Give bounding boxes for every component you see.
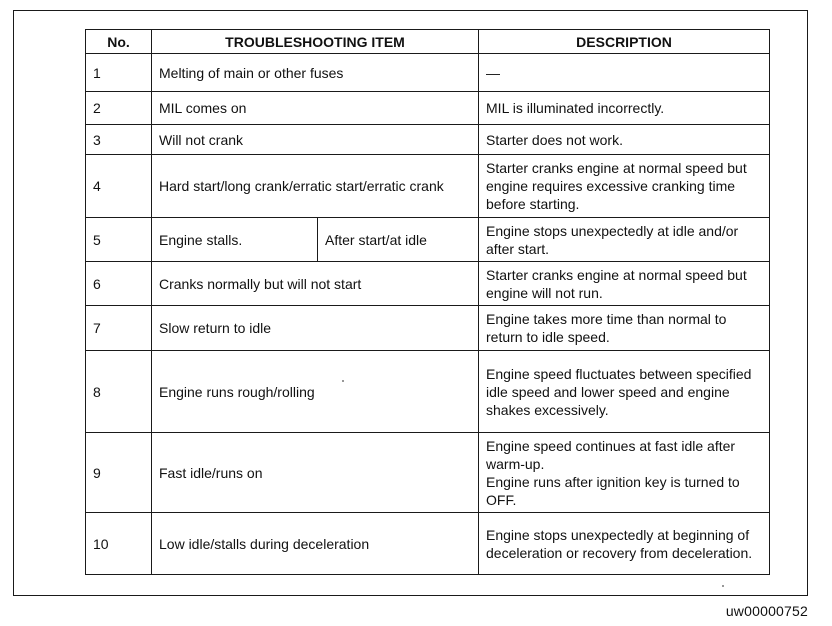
table-row <box>86 155 770 218</box>
table-row <box>86 306 770 351</box>
troubleshooting-item: Melting of main or other fuses <box>152 54 479 92</box>
header-troubleshooting-item: TROUBLESHOOTING ITEM <box>152 30 479 54</box>
description: Starter does not work. <box>479 125 770 155</box>
row-number: 2 <box>86 92 152 125</box>
row-number: 7 <box>86 306 152 351</box>
troubleshooting-item: Slow return to idle <box>152 306 479 351</box>
scan-speck <box>722 585 724 587</box>
troubleshooting-item: Engine runs rough/rolling <box>152 351 479 433</box>
table-row <box>86 262 770 306</box>
scan-speck <box>342 380 344 382</box>
troubleshooting-item: Hard start/long crank/erratic start/erratic crank <box>152 155 479 218</box>
troubleshooting-sub-item: After start/at idle <box>318 218 479 262</box>
row-number: 8 <box>86 351 152 433</box>
row-number: 1 <box>86 54 152 92</box>
troubleshooting-item: Engine stalls. <box>152 218 318 262</box>
header-no: No. <box>86 30 152 54</box>
troubleshooting-item: Fast idle/runs on <box>152 433 479 513</box>
row-number: 6 <box>86 262 152 306</box>
header-description: DESCRIPTION <box>479 30 770 54</box>
description: Starter cranks engine at normal speed but engine requires excessive cranking time before starting. <box>479 155 770 218</box>
table-row <box>86 433 770 513</box>
row-number: 3 <box>86 125 152 155</box>
table-row <box>86 125 770 155</box>
troubleshooting-item: Cranks normally but will not start <box>152 262 479 306</box>
figure-id: uw00000752 <box>725 603 808 619</box>
table-row <box>86 351 770 433</box>
table-row <box>86 218 770 262</box>
troubleshooting-item: Low idle/stalls during deceleration <box>152 513 479 575</box>
description: — <box>479 54 770 92</box>
description: Engine stops unexpectedly at beginning of deceleration or recovery from deceleration. <box>479 513 770 575</box>
row-number: 10 <box>86 513 152 575</box>
row-number: 4 <box>86 155 152 218</box>
table-row <box>86 92 770 125</box>
table-header-row <box>86 30 770 54</box>
row-number: 5 <box>86 218 152 262</box>
description <box>479 433 770 513</box>
troubleshooting-table <box>85 29 770 575</box>
description-line: Engine speed continues at fast idle after warm-up. <box>486 437 736 472</box>
description: Engine stops unexpectedly at idle and/or after start. <box>479 218 770 262</box>
description-line: Engine runs after ignition key is turned to OFF. <box>486 473 740 508</box>
description: MIL is illuminated incorrectly. <box>479 92 770 125</box>
table-row <box>86 54 770 92</box>
row-number: 9 <box>86 433 152 513</box>
description: Engine speed fluctuates between specified idle speed and lower speed and engine shakes excessively. <box>479 351 770 433</box>
description: Starter cranks engine at normal speed but engine will not run. <box>479 262 770 306</box>
troubleshooting-item: Will not crank <box>152 125 479 155</box>
description: Engine takes more time than normal to return to idle speed. <box>479 306 770 351</box>
table-row <box>86 513 770 575</box>
troubleshooting-item: MIL comes on <box>152 92 479 125</box>
